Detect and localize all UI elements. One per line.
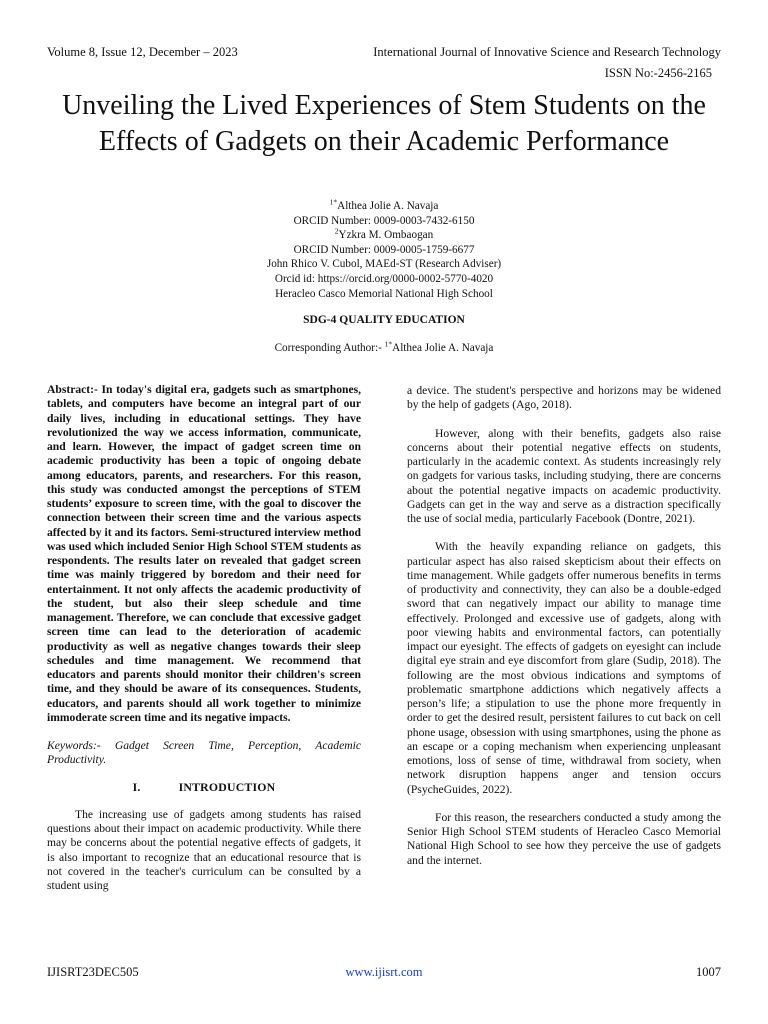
author-1-name: Althea Jolie A. Navaja [337, 200, 439, 212]
section-title: INTRODUCTION [178, 779, 276, 794]
right-column [407, 384, 721, 868]
footer-paper-id: IJISRT23DEC505 [47, 965, 139, 979]
corresponding-label: Corresponding Author:- [274, 342, 385, 354]
header-issn: ISSN No:-2456-2165 [604, 66, 712, 80]
left-column [47, 383, 361, 893]
author-block [160, 199, 608, 301]
adviser-orcid-link[interactable]: Orcid id: https://orcid.org/0000-0002-5770-4020 [274, 272, 494, 285]
intro-paragraph-2: However, along with their benefits, gadgets also raise concerns about their potential negative effects on students, particularly in the academic context. As students increasingly rely on gadgets for various tasks, including studying, there are concerns about the potential negative impacts on academic productivity. Gadgets can get in the way and serve as a distraction specifically the use of social media, particularly Facebook (Dontre, 2021). [407, 426, 721, 525]
footer-website-link[interactable]: www.ijisrt.com [345, 965, 423, 979]
sdg-label: SDG-4 QUALITY EDUCATION [303, 314, 465, 326]
school-name: Heracleo Casco Memorial National High School [275, 287, 493, 300]
adviser-name: John Rhico V. Cubol, MAEd-ST (Research Adviser) [266, 258, 502, 271]
corresponding-author [100, 339, 668, 354]
intro-paragraph-4: For this reason, the researchers conducted a study among the Senior High School STEM students of Heracleo Casco Memorial National High School to see how they perceive the use of gadgets and the internet. [407, 810, 721, 867]
author-1-mark: 1* [329, 197, 338, 207]
author-2-orcid: ORCID Number: 0009-0005-1759-6677 [293, 243, 475, 256]
author-2-mark: 2 [334, 226, 339, 236]
intro-paragraph-1: The increasing use of gadgets among students has raised questions about their impact on academic productivity. While there may be concerns about the potential negative effects of gadgets, it is also important to recognize that an educational resource that is not covered in the teacher's curriculum can be consulted by a student using [47, 807, 361, 892]
abstract-paragraph: Abstract:- In today's digital era, gadgets such as smartphones, tablets, and computers have become an integral part of our daily lives, including in educational settings. They have revolutionized the way we access information, communicate, and learn. However, the impact of gadget screen time on academic productivity has been a topic of ongoing debate among educators, parents, and researchers. For this reason, this study was conducted amongst the perceptions of STEM students’ exposure to screen time, with the goal to discover the connection between their screen time and the various aspects affected by it and its factors. Semi-structured interview method was used which included Senior High School STEM students as respondents. The results later on revealed that gadget screen time was mainly triggered by boredom and their need for entertainment. It not only affects the academic productivity of the student, but also their sleep schedule and time management. Therefore, we can conclude that excessive gadget screen time can lead to the deterioration of academic productivity as well as negative changes towards their sleep schedules and time management. We recommend that educators and parents should monitor their children's screen time, and they should be aware of its consequences. Students, educators, and parents should all work together to minimize immoderate screen time and its negative impacts. [47, 383, 361, 724]
header-volume: Volume 8, Issue 12, December – 2023 [47, 45, 238, 59]
author-1-orcid: ORCID Number: 0009-0003-7432-6150 [293, 214, 475, 227]
keywords-paragraph: Keywords:- Gadget Screen Time, Perception, Academic Productivity. [47, 739, 361, 767]
intro-paragraph-continued: a device. The student's perspective and horizons may be widened by the help of gadgets (Ago, 2018). [407, 384, 721, 412]
author-1 [160, 199, 608, 214]
intro-paragraph-3: With the heavily expanding reliance on gadgets, this particular aspect has also raised skepticism about their effects on time management. While gadgets offer numerous benefits in terms of productivity and connectivity, they can also be a double-edged sword that can negatively impact our ability to manage time effectively. Prolonged and excessive use of gadgets, along with poor viewing habits and environmental factors, can potentially impact our eyesight. The effects of gadgets on eyesight can include digital eye strain and eye discomfort from glare (Sudip, 2018). The following are the most obvious indications and symptoms of problematic smartphone addictions which negatively affects a person’s life; a stipulation to use the phone more frequently in order to get the desired result, persistent failures to cut back on cell phone usage, obsession with using smartphones, using the phone as an escape or a coping mechanism when experiencing unpleasant emotions, loss of sense of time, withdrawal from society, when network disruption happens anger and tension occurs (PsycheGuides, 2022). [407, 540, 721, 796]
paper-title: Unveiling the Lived Experiences of Stem Students on the Effects of Gadgets on their Academic Performance [62, 90, 706, 157]
corresponding-name: Althea Jolie A. Navaja [392, 342, 494, 354]
section-number: I. [132, 779, 141, 794]
header-journal: International Journal of Innovative Science and Research Technology [373, 45, 721, 59]
section-heading-introduction [47, 780, 361, 794]
author-2 [160, 228, 608, 243]
author-2-name: Yzkra M. Ombaogan [338, 229, 434, 242]
footer-page-number: 1007 [696, 965, 721, 979]
corresponding-mark: 1* [384, 339, 393, 349]
